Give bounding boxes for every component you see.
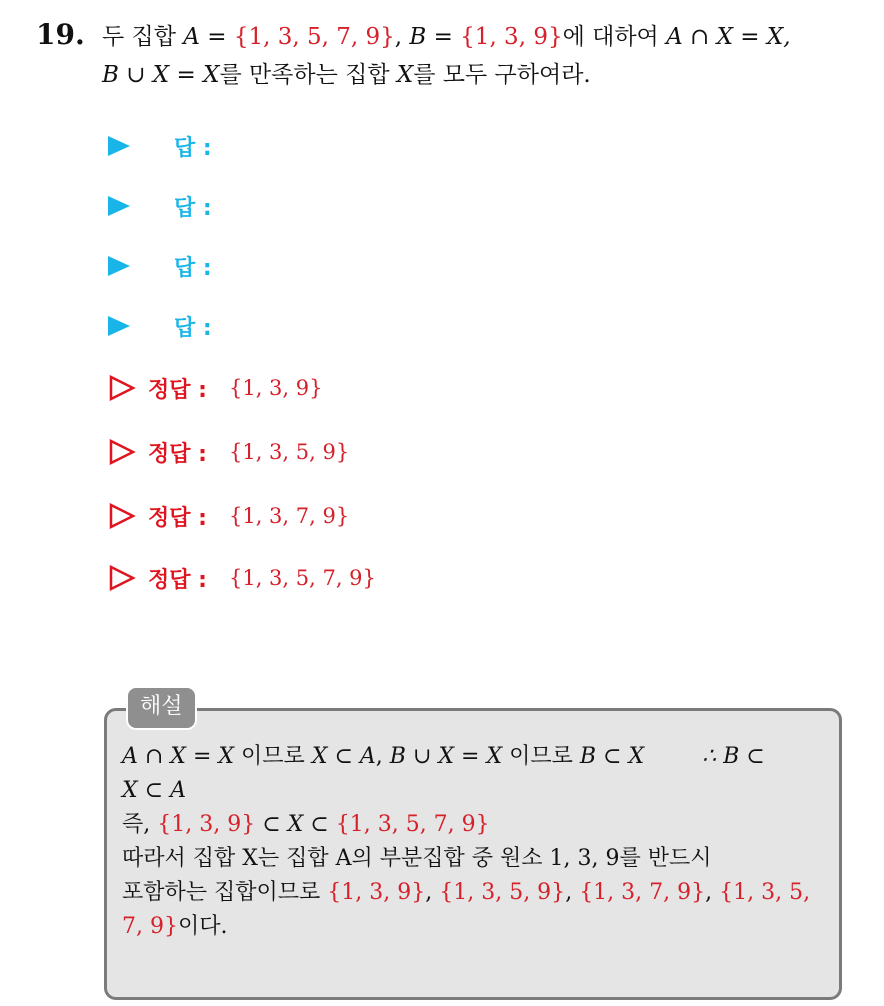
correct-label: 정답 : [148, 441, 207, 467]
correct-answer-row [108, 558, 376, 598]
math: ⊂ X ⊂ [255, 812, 336, 837]
answer-label: 답 : [174, 315, 212, 341]
var-x: X [396, 62, 414, 88]
condition-intersection: A ∩ X = X, [666, 24, 791, 50]
set-a-name: A [183, 24, 200, 50]
explanation-text [122, 740, 832, 944]
condition-union: B ∪ X = X [102, 62, 220, 88]
correct-answer-row [108, 368, 322, 408]
explanation-line [122, 876, 832, 910]
outline-triangle-icon [108, 375, 136, 401]
math: A ∩ X = X [122, 744, 235, 769]
set-value: {1, 3, 9} [327, 880, 426, 905]
math: X ⊂ A [122, 778, 186, 803]
play-icon [108, 136, 130, 156]
set-value: {1, 3, 5, [719, 880, 811, 905]
set-value: {1, 3, 5, 7, 9} [335, 812, 490, 837]
math: ∴ B ⊂ [702, 744, 765, 769]
explanation-line [122, 808, 832, 842]
text: 이므로 [234, 744, 312, 769]
correct-value: {1, 3, 9} [228, 376, 323, 400]
set-value: {1, 3, 5, 9} [439, 880, 566, 905]
math: B ⊂ X [579, 744, 645, 769]
question-suffix: 에 대하여 [562, 24, 667, 50]
equals-sign: = [426, 24, 461, 50]
explanation-line [122, 774, 832, 808]
play-icon [108, 256, 130, 276]
question-prefix: 두 집합 [102, 24, 184, 50]
text: , [425, 880, 440, 905]
math: X ⊂ A [311, 744, 376, 769]
answer-label: 답 : [174, 195, 212, 221]
set-a-value: {1, 3, 5, 7, 9} [233, 24, 395, 50]
question-end: 를 모두 구하여라. [413, 62, 591, 88]
correct-value: {1, 3, 7, 9} [228, 504, 350, 528]
set-b-name: B [409, 24, 427, 50]
math: B ∪ X = X [389, 744, 503, 769]
text: 포함하는 집합이므로 [122, 880, 328, 905]
answer-label: 답 : [174, 135, 212, 161]
set-value: 7, 9} [122, 914, 178, 939]
set-value: {1, 3, 7, 9} [579, 880, 706, 905]
question-line2: 를 만족하는 집합 [219, 62, 397, 88]
play-icon [108, 316, 130, 336]
explanation-tab: 해설 [126, 686, 197, 730]
answer-row[interactable] [108, 246, 212, 286]
set-b-value: {1, 3, 9} [460, 24, 563, 50]
text: , [705, 880, 720, 905]
play-icon [108, 196, 130, 216]
explanation-line [122, 910, 832, 944]
correct-label: 정답 : [148, 567, 207, 593]
correct-answer-row [108, 496, 349, 536]
text: 즉, [122, 812, 158, 837]
text: , [375, 744, 390, 769]
correct-value: {1, 3, 5, 7, 9} [228, 566, 376, 590]
answer-row[interactable] [108, 126, 212, 166]
equals-sign: = [199, 24, 234, 50]
answer-label: 답 : [174, 255, 212, 281]
answer-row[interactable] [108, 306, 212, 346]
set-value: {1, 3, 9} [157, 812, 256, 837]
explanation-line: 따라서 집합 X는 집합 A의 부분집합 중 원소 1, 3, 9를 반드시 [122, 846, 712, 871]
correct-answer-row [108, 432, 349, 472]
text: , [565, 880, 580, 905]
question-number: 19. [36, 18, 85, 51]
outline-triangle-icon [108, 503, 136, 529]
outline-triangle-icon [108, 565, 136, 591]
question-text: 두 집합 A = {1, 3, 5, 7, 9}, B = {1, 3, 9}에 대하여 A ∩ X = X, B ∪ X = X를 만족하는 집합 X를 모두 구하여라. [102, 24, 791, 88]
correct-label: 정답 : [148, 377, 207, 403]
correct-value: {1, 3, 5, 9} [228, 440, 350, 464]
text: 이므로 [502, 744, 580, 769]
answer-row[interactable] [108, 186, 212, 226]
text: 이다. [177, 914, 228, 939]
outline-triangle-icon [108, 439, 136, 465]
correct-label: 정답 : [148, 505, 207, 531]
explanation-line [122, 740, 832, 774]
